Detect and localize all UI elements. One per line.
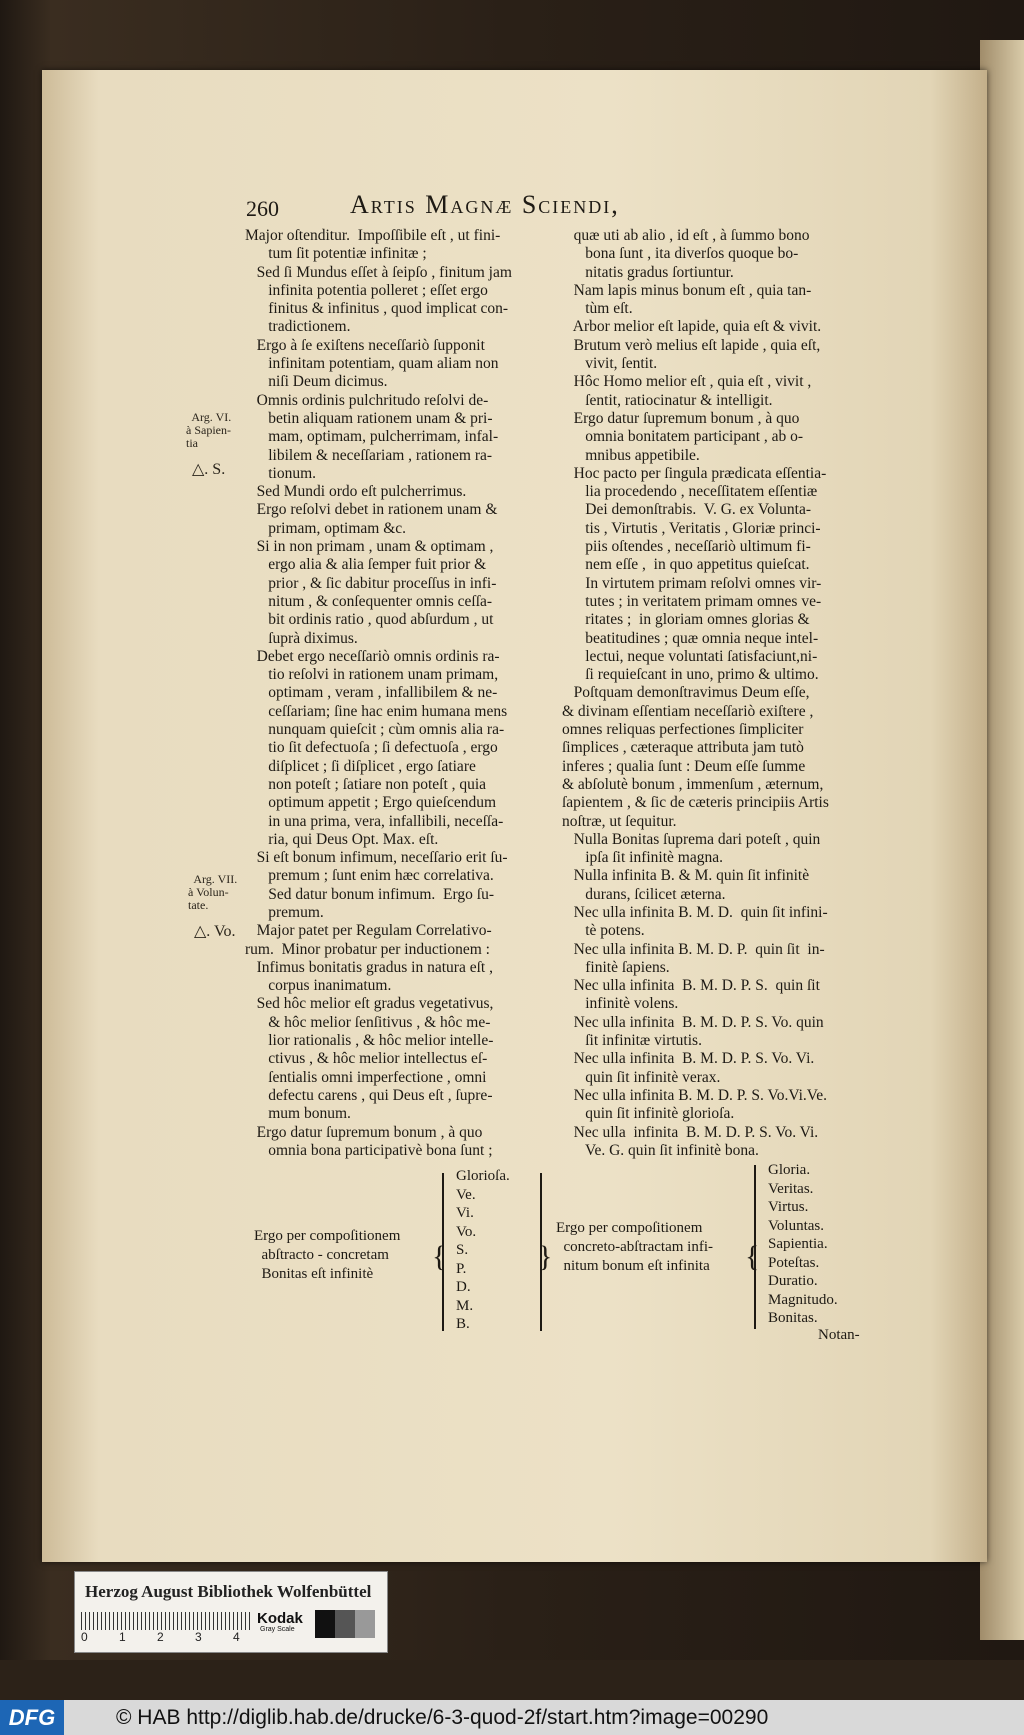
- right-column-line: tis , Virtutis , Veritatis , Gloriæ princi-: [562, 519, 821, 537]
- right-curly-brace: {: [745, 1240, 760, 1273]
- right-column-line: Nec ulla infinita B. M. D. P. S. Vo. quin: [562, 1013, 824, 1031]
- right-column-line: Poſtquam demonſtravimus Deum eſſe,: [562, 684, 810, 702]
- right-column-line: infinitè volens.: [562, 995, 679, 1013]
- right-column-line: Nam lapis minus bonum eſt , quia tan-: [562, 281, 812, 299]
- left-column-line: tio ſit defectuoſa ; ſi defectuoſa , ergo: [245, 739, 498, 757]
- left-column-line: Ergo à ſe exiſtens neceſſariò ſupponit: [245, 336, 485, 354]
- left-column-line: non poteſt ; ſatiare non poteſt , quia: [245, 775, 487, 793]
- left-column-line: tionum.: [245, 464, 317, 482]
- right-list-item-line: Sapientia.: [768, 1236, 828, 1252]
- right-column-line: quin ſit infinitè glorioſa.: [562, 1105, 735, 1123]
- left-column-line: Sed ſi Mundus eſſet à ſeipſo , finitum jam: [245, 263, 512, 281]
- catchword: Notan-: [818, 1327, 860, 1343]
- right-column-line: finitè ſapiens.: [562, 958, 670, 976]
- right-column-line: omnes reliquas perfectiones ſimpliciter: [562, 721, 804, 739]
- left-list-item-line: Glorioſa.: [456, 1168, 510, 1184]
- margin-note-arg-vi: [186, 398, 231, 477]
- left-column-line: nunquam quieſcit ; cùm omnis alia ra-: [245, 721, 505, 739]
- left-column-line: omnia bona participativè bona ſunt ;: [245, 1141, 493, 1159]
- left-column-line: Si in non primam , unam & optimam ,: [245, 538, 494, 556]
- ruler-numbers: 0 1 2 3 4: [81, 1630, 240, 1644]
- kodak-subtitle: Gray Scale: [260, 1626, 295, 1633]
- right-column-line: ſit infinitæ virtutis.: [562, 1032, 702, 1050]
- right-column-line: omnia bonitatem participant , ab o-: [562, 428, 804, 446]
- left-column-line: primam, optimam &c.: [245, 519, 407, 537]
- left-column-line: Ergo reſolvi debet in rationem unam &: [245, 501, 498, 519]
- left-column-line: infinitam potentiam, quam aliam non: [245, 355, 499, 373]
- right-list-item-line: Bonitas.: [768, 1310, 818, 1326]
- left-column-line: tio reſolvi in rationem unam primam,: [245, 666, 499, 684]
- right-column-line: durans, ſcilicet æterna.: [562, 885, 726, 903]
- right-list-item-line: Veritas.: [768, 1180, 814, 1197]
- right-column-line: Nec ulla infinita B. M. D. quin ſit infini-: [562, 903, 828, 921]
- dark-gray-swatch: [335, 1610, 355, 1638]
- right-column-line: & divinam eſſentiam neceſſariò exiſtere ,: [562, 702, 814, 720]
- table-left-list: [456, 1167, 510, 1334]
- table-left-label: Ergo per compoſitionem abſtracto - concretam Bonitas eſt infinitè: [254, 1228, 401, 1282]
- right-column-line: quæ uti ab alio , id eſt , à ſummo bono: [562, 227, 810, 244]
- right-list-item-line: Duratio.: [768, 1273, 818, 1289]
- left-column-line: Sed hôc melior eſt gradus vegetativus,: [245, 995, 494, 1013]
- left-column-line: betin aliquam rationem unam & pri-: [245, 409, 493, 427]
- middle-curly-brace: }: [538, 1240, 553, 1273]
- right-column-line: Nec ulla infinita B. M. D. P. S. Vo. Vi.: [562, 1123, 819, 1141]
- left-column-line: tradictionem.: [245, 318, 351, 336]
- right-column-line: ſentit, ratiocinatur & intelligit.: [562, 391, 773, 409]
- left-column-line: nitum , & conſequenter omnis ceſſa-: [245, 592, 493, 610]
- left-bracket: [442, 1173, 444, 1331]
- left-column-line: defectu carens , qui Deus eſt , ſupre-: [245, 1086, 493, 1104]
- right-column-line: Nec ulla infinita B. M. D. P. S. Vo.Vi.Ve.: [562, 1086, 828, 1104]
- right-column-line: tùm eſt.: [562, 300, 633, 318]
- dfg-logo: DFG: [0, 1700, 64, 1735]
- right-column-line: ritates ; in gloriam omnes glorias &: [562, 611, 810, 629]
- right-column-line: noſtræ, ut ſequitur.: [562, 812, 677, 830]
- page-number: 260: [246, 196, 279, 221]
- left-column-line: rum. Minor probatur per inductionem :: [245, 940, 490, 958]
- right-column-line: lectui, neque voluntati ſatisfaciunt,ni-: [562, 647, 818, 665]
- left-column-line: ceſſariam; ſine hac enim humana mens: [245, 702, 508, 720]
- left-list-item-line: B.: [456, 1316, 470, 1332]
- left-column-line: Infimus bonitatis gradus in natura eſt ,: [245, 958, 493, 976]
- footer-bar: [0, 1700, 1024, 1735]
- right-column-line: Hôc Homo melior eſt , quia eſt , vivit ,: [562, 373, 812, 391]
- ruler-scale: [81, 1612, 251, 1630]
- left-list-item-line: D.: [456, 1279, 471, 1295]
- left-column-line: ſentialis omni imperfectione , omni: [245, 1068, 487, 1086]
- right-column-line: tutes ; in veritatem primam omnes ve-: [562, 592, 822, 610]
- right-column-line: ſapientem , & ſic de cæteris principiis Artis: [562, 794, 829, 812]
- left-list-item-line: P.: [456, 1260, 467, 1277]
- left-column-line: Debet ergo neceſſariò omnis ordinis ra-: [245, 647, 500, 665]
- right-column-line: ſi requieſcant in uno, primo & ultimo.: [562, 666, 819, 684]
- left-column-line: mam, optimam, pulcherrimam, infal-: [245, 428, 499, 446]
- right-column-line: Brutum verò melius eſt lapide , quia eſt,: [562, 336, 821, 354]
- right-column-line: Hoc pacto per ſingula prædicata eſſentia-: [562, 464, 827, 482]
- right-column-line: ſimplices , cæteraque attributa jam tutò: [562, 739, 804, 757]
- left-column-line: premum.: [245, 903, 324, 921]
- margin-note-text: Arg. VII. à Volun- tate.: [188, 872, 238, 912]
- right-column-text: [562, 227, 829, 1160]
- left-column-line: libilem & neceſſariam , rationem ra-: [245, 446, 493, 464]
- color-target-title: Herzog August Bibliothek Wolfenbüttel: [85, 1582, 372, 1601]
- left-column-line: ria, qui Deus Opt. Max. eſt.: [245, 830, 439, 848]
- right-column-line: Ergo datur ſupremum bonum , à quo: [562, 409, 800, 427]
- left-column-line: lior rationalis , & hôc melior intelle-: [245, 1032, 494, 1050]
- left-column-line: Si eſt bonum infimum, neceſſario erit ſu-: [245, 849, 508, 867]
- right-column-line: mnibus appetibile.: [562, 446, 700, 464]
- left-column-line: Ergo datur ſupremum bonum , à quo: [245, 1123, 483, 1141]
- right-column-line: inferes ; qualia ſunt : Deum eſſe ſumme: [562, 757, 806, 775]
- table-right-label: Ergo per compoſitionem concreto-abſtractam infi- nitum bonum eſt infinita: [556, 1220, 714, 1274]
- table-right-list: [768, 1161, 838, 1328]
- left-column-line: corpus inanimatum.: [245, 977, 392, 995]
- left-column-line: niſi Deum dicimus.: [245, 373, 388, 391]
- running-title: Artis Magnæ Sciendi,: [350, 190, 620, 219]
- kodak-brand: Kodak: [257, 1610, 303, 1627]
- left-column-line: Sed datur bonum infimum. Ergo ſu-: [245, 885, 494, 903]
- left-list-item-line: Vi.: [456, 1205, 474, 1221]
- left-column-text: [245, 227, 512, 1160]
- left-column-line: Major patet per Regulam Correlativo-: [245, 922, 492, 940]
- left-column-line: finitus & infinitus , quod implicat con-: [245, 300, 509, 318]
- right-list-item-line: Virtus.: [768, 1199, 809, 1215]
- left-column-line: infinita potentia polleret ; eſſet ergo: [245, 281, 488, 299]
- left-column-line: mum bonum.: [245, 1105, 351, 1123]
- right-bracket: [754, 1165, 756, 1329]
- left-column-line: in una prima, vera, infallibili, neceſſa-: [245, 812, 504, 830]
- black-swatch: [315, 1610, 335, 1638]
- left-column-line: premum ; ſunt enim hæc correlativa.: [245, 867, 494, 885]
- right-column-line: Dei demonſtrabis. V. G. ex Volunta-: [562, 501, 811, 519]
- right-column-line: In virtutem primam reſolvi omnes vir-: [562, 574, 822, 592]
- left-column-line: optimum appetit ; Ergo quieſcendum: [245, 794, 497, 812]
- right-column-line: vivit, ſentit.: [562, 355, 658, 373]
- right-column-line: & abſolutè bonum , immenſum , æternum,: [562, 775, 824, 793]
- right-column-line: beatitudines ; quæ omnia neque intel-: [562, 629, 819, 647]
- left-column-line: optimam , veram , infallibilem & ne-: [245, 684, 498, 702]
- margin-note-arg-vii: [188, 860, 237, 939]
- left-column-line: ergo alia & alia ſemper fuit prior &: [245, 556, 487, 574]
- left-list-item-line: Vo.: [456, 1223, 477, 1240]
- mid-gray-swatch: [355, 1610, 375, 1638]
- left-list-item-line: S.: [456, 1242, 469, 1258]
- left-column-line: Major oſtenditur. Impoſſibile eſt , ut fini-: [245, 227, 501, 244]
- color-target-card: [74, 1571, 388, 1653]
- left-column-line: ctivus , & hôc melior intellectus eſ-: [245, 1050, 488, 1068]
- right-column-line: tè potens.: [562, 922, 645, 940]
- right-list-item-line: Magnitudo.: [768, 1291, 838, 1308]
- left-list-item-line: Ve.: [456, 1186, 476, 1203]
- right-column-line: Arbor melior eſt lapide, quia eſt & vivit.: [562, 318, 822, 336]
- left-curly-brace: {: [432, 1240, 447, 1273]
- left-column-line: ſuprà diximus.: [245, 629, 358, 647]
- right-list-item-line: Voluntas.: [768, 1217, 824, 1234]
- right-column-line: nem eſſe , in quo appetitus quieſcat.: [562, 556, 810, 574]
- right-column-line: Nec ulla infinita B. M. D. P. quin ſit in-: [562, 940, 825, 958]
- right-column-line: nitatis gradus ſortiuntur.: [562, 263, 734, 281]
- left-column-line: prior , & ſic dabitur proceſſus in infi-: [245, 574, 497, 592]
- right-column-line: Nec ulla infinita B. M. D. P. S. Vo. Vi.: [562, 1050, 815, 1068]
- right-column-line: piis oſtendes , neceſſariò ultimum fi-: [562, 538, 811, 556]
- right-column-line: bona ſunt , ita diverſos quoque bo-: [562, 245, 799, 263]
- right-list-item-line: Poteſtas.: [768, 1254, 820, 1271]
- left-column-line: Omnis ordinis pulchritudo reſolvi de-: [245, 391, 489, 409]
- left-column-line: Sed Mundi ordo eſt pulcherrimus.: [245, 483, 467, 501]
- left-column-line: tum ſit potentiæ infinitæ ;: [245, 245, 427, 263]
- right-column-line: Nulla infinita B. & M. quin ſit infinitè: [562, 867, 810, 885]
- left-column-line: bit ordinis ratio , quod abſurdum , ut: [245, 611, 494, 629]
- delta-symbol-s: △. S.: [192, 461, 226, 478]
- left-column-line: diſplicet ; ſi diſplicet , ergo ſatiare: [245, 757, 476, 775]
- right-column-line: quin ſit infinitè verax.: [562, 1068, 721, 1086]
- delta-symbol-vo: △. Vo.: [194, 923, 236, 940]
- right-column-line: Nec ulla infinita B. M. D. P. S. quin ſit: [562, 977, 820, 995]
- right-list-item-line: Gloria.: [768, 1162, 811, 1178]
- left-column-line: & hôc melior ſenſitivus , & hôc me-: [245, 1013, 491, 1031]
- right-column-line: lia procedendo , neceſſitatem eſſentiæ: [562, 483, 818, 501]
- right-column-line: Nulla Bonitas ſuprema dari poteſt , quin: [562, 830, 821, 848]
- margin-note-text: Arg. VI. à Sapien- tia: [186, 410, 232, 450]
- left-list-item-line: M.: [456, 1297, 474, 1314]
- right-column-line: Ve. G. quin ſit infinitè bona.: [562, 1141, 759, 1159]
- right-column-line: ipſa ſit infinitè magna.: [562, 849, 723, 867]
- copyright-link[interactable]: © HAB http://diglib.hab.de/drucke/6-3-quod-2f/start.htm?image=00290: [116, 1706, 769, 1729]
